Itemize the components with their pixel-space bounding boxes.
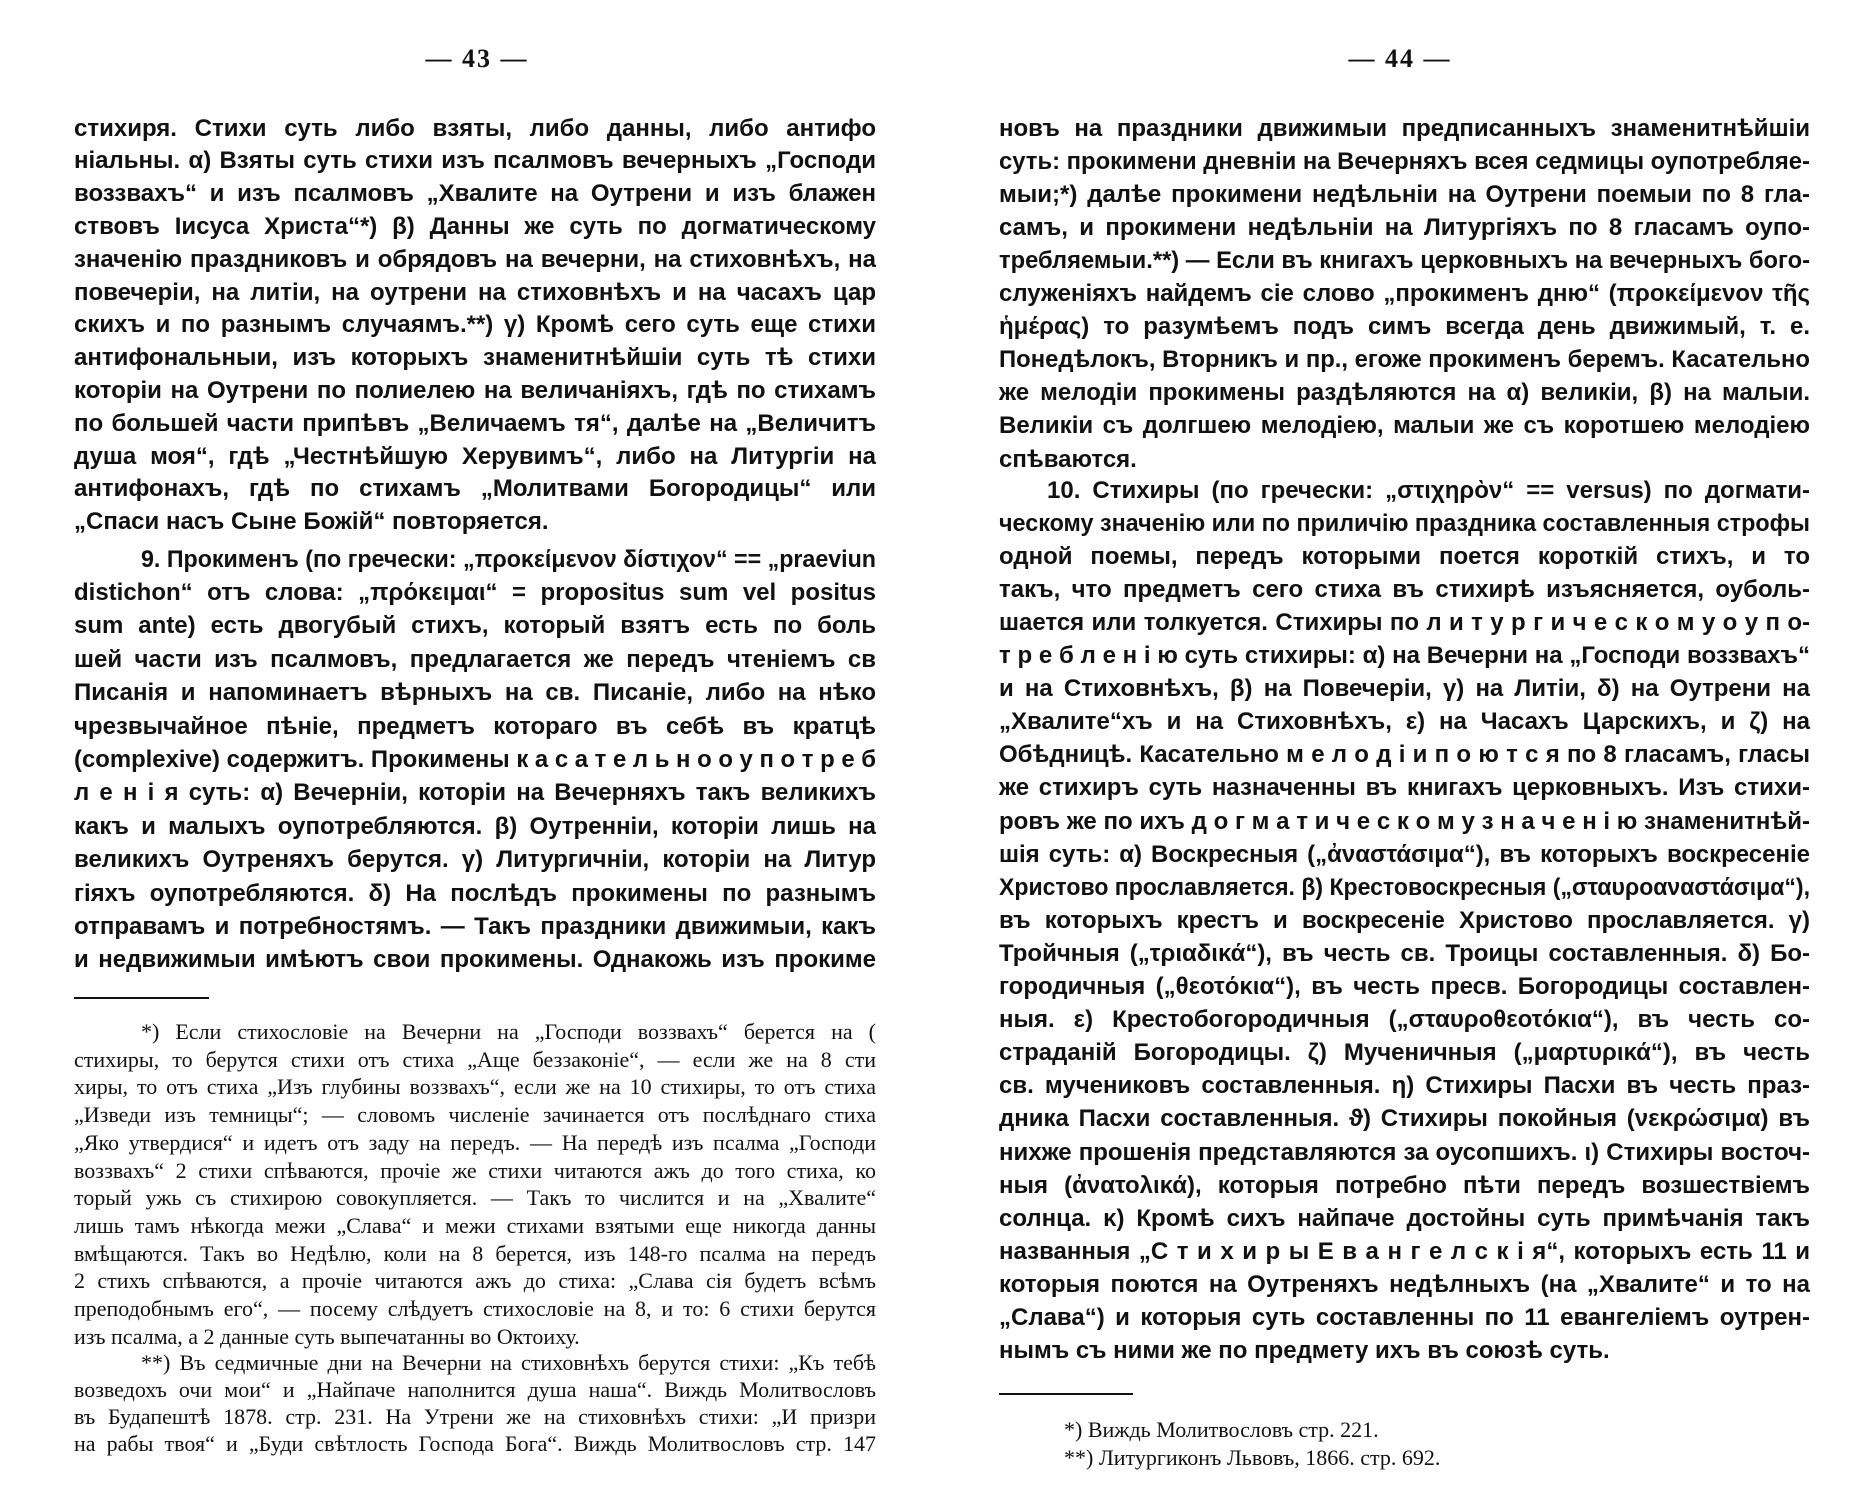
- left-footnote-2-line: [74, 1376, 876, 1404]
- line-text: вмѣщаются. Такъ во Недѣлю, коли на 8 берется, изъ 148-го псалма на передъ: [74, 1240, 876, 1266]
- line-text: Обѣдницѣ. Касательно м е л о д і и п о ю т с я по 8 гласамъ, гласы: [999, 741, 1810, 769]
- left-para-1-line: [74, 377, 876, 410]
- page-number-right: — 44 —: [1348, 44, 1452, 73]
- right-footnote-2: [1064, 1444, 1440, 1472]
- line-text: шается или толкуется. Стихиры по л и т у р г и ч е с к о м у о у п о-: [999, 608, 1810, 636]
- footnote-rule-left: [74, 997, 209, 999]
- right-para-10-line: [999, 1337, 1810, 1370]
- line-text: стихиры, то берутся стихи отъ стиха „Аще беззаконіе“, — если же на 8 сти: [74, 1046, 876, 1072]
- left-footnote-1-line: [74, 1184, 876, 1212]
- left-para-9-line: [74, 913, 876, 946]
- line-text: св. мучениковъ составленныя. η) Стихиры Пасхи въ честь праз-: [999, 1072, 1810, 1100]
- line-text: возведохъ очи мои“ и „Найпаче наполнится душа наша“. Виждь Молитвословъ: [74, 1377, 876, 1402]
- line-text: т р е б л е н і ю суть стихиры: α) на Вечерни на „Господи воззвахъ“: [999, 642, 1810, 669]
- left-para-1-line: [74, 147, 876, 180]
- right-para-10-line: [999, 1039, 1810, 1072]
- line-text: названныя „С т и х и р ы Е в а н г е л с к і я“, которыхъ есть 11 и: [999, 1237, 1810, 1265]
- right-para-10-line: [999, 1238, 1810, 1271]
- line-text: воззвахъ“ 2 стихи спѣваются, прочіе же стихи читаются ажъ до того стиха, ко: [74, 1157, 876, 1183]
- left-footnote-1-line: [74, 1267, 876, 1295]
- line-text: какъ и малыхъ оупотребляются. β) Оутренніи, которіи лишь на: [74, 812, 876, 840]
- right-para-1-line: [999, 379, 1810, 412]
- left-para-9-line: [74, 679, 876, 712]
- page-number-left: — 43 —: [425, 44, 529, 73]
- line-text: суть: прокимени дневніи на Вечерняхъ всея седмицы оупотребляе-: [999, 147, 1810, 175]
- line-text: антифонахъ, гдѣ по стихамъ „Молитвами Богородицы“ или: [74, 475, 876, 503]
- line-text: такъ, что предметъ сего стиха въ стихирѣ изъясняется, оуболь-: [999, 575, 1810, 603]
- line-text: „Изведи изъ темницы“; — словомъ численіе зачинается отъ послѣднаго стиха: [74, 1102, 876, 1128]
- line-text: 10. Стихиры (по гречески: „στιχηρὸν“ == versus) по догмати-: [1047, 476, 1810, 504]
- right-para-1-line: [999, 446, 1810, 479]
- right-para-10-line: [999, 510, 1810, 543]
- line-text: ныя. ε) Крестобогородичныя („σταυροθεοτόκια“), въ честь со-: [999, 1006, 1810, 1034]
- line-text: городичныя („θεοτόκια“), въ честь пресв. Богородицы составлен-: [999, 973, 1810, 1000]
- line-text: и недвижимыи имѣютъ свои прокимены. Однакожь изъ прокиме: [74, 946, 876, 974]
- line-text: служеніяхъ найдемъ сіе слово „прокименъ дню“ (προκείμενον τῆς: [999, 280, 1810, 307]
- line-text: великихъ Оутреняхъ берутся. γ) Литургичніи, которіи на Литур: [74, 846, 876, 874]
- left-para-9-line: [74, 779, 876, 812]
- left-para-1-line: [74, 213, 876, 246]
- left-para-9-line: [74, 746, 876, 779]
- line-text: изъ псалма, а 2 данные суть выпечатанны во Октоиху.: [74, 1323, 580, 1349]
- line-text: „Хвалите“хъ и на Стиховнѣхъ, ε) на Часахъ Царскихъ, и ζ) на: [999, 708, 1810, 736]
- line-text: отправамъ и потребностямъ. — Такъ праздники движимыи, какъ: [74, 912, 876, 940]
- footnote-rule-right: [999, 1393, 1133, 1395]
- right-para-1-line: [999, 412, 1810, 445]
- line-text: солнца. κ) Кромѣ сихъ найпаче достойны суть примѣчанія такъ: [999, 1204, 1810, 1232]
- line-text: л е н і я суть: α) Вечерніи, которіи на Вечерняхъ такъ великихъ: [74, 779, 876, 807]
- line-text: скихъ и по разнымъ случаямъ.**) γ) Кромѣ сего суть еще стихи: [74, 311, 876, 339]
- line-text: Тройчныя („τριαδικά“), въ честь св. Троицы составленныя. δ) Бо-: [999, 939, 1810, 967]
- line-text: гіяхъ оупотребляются. δ) На послѣдъ прокимены по разнымъ: [74, 879, 876, 907]
- left-footnote-1-line: [141, 1018, 876, 1046]
- line-text: воззвахъ“ и изъ псалмовъ „Хвалите на Оутрени и изъ блажен: [74, 180, 876, 208]
- right-para-10-line: [999, 1304, 1810, 1337]
- line-text: 2 стихъ спѣваются, а прочіе читаются ажъ до стиха: „Слава сія будетъ всѣмъ: [74, 1268, 876, 1294]
- line-text: на рабы твоя“ и „Буди свѣтлость Господа Бога“. Виждь Молитвословъ стр. 147: [74, 1431, 876, 1456]
- left-footnote-1-line: [74, 1073, 876, 1101]
- line-text: „Яко утвердися“ и идетъ отъ заду на передъ. — На передѣ изъ псалма „Господи: [74, 1129, 876, 1155]
- line-text: требляемыи.**) — Если въ книгахъ церковныхъ на вечерныхъ бого-: [999, 246, 1810, 274]
- line-text: 9. Прокименъ (по гречески: „προκείμενον δίστιχον“ == „praeviun: [141, 545, 876, 573]
- left-footnote-1-line: [74, 1212, 876, 1240]
- line-text: *) Если стихословіе на Вечерни на „Господи воззвахъ“ берется на (: [141, 1019, 876, 1044]
- line-text: стихиря. Стихи суть либо взяты, либо данны, либо антифо: [74, 114, 876, 142]
- left-para-9-line: [74, 813, 876, 846]
- line-text: ніальны. α) Взяты суть стихи изъ псалмовъ вечерныхъ „Господи: [74, 147, 876, 175]
- line-text: чрезвычайное пѣніе, предметъ котораго въ себѣ въ кратцѣ: [74, 712, 876, 740]
- left-para-1-line: [74, 279, 876, 312]
- left-footnote-1-line: [74, 1240, 876, 1268]
- line-text: которыя поются на Оутреняхъ недѣлныхъ (на „Хвалите“ и то на: [999, 1270, 1810, 1298]
- left-footnote-2-line: [74, 1403, 876, 1431]
- left-para-1-line: [74, 311, 876, 344]
- line-text: по большей части припѣвъ „Величаемъ тя“, далѣе на „Величитъ: [74, 409, 876, 437]
- right-para-10-line: [999, 642, 1810, 675]
- left-footnote-1-line: [74, 1046, 876, 1074]
- right-para-10-line: [999, 841, 1810, 874]
- line-text: ческому значенію или по приличію праздника составленныя строфы: [999, 509, 1810, 537]
- line-text: Христово прославляется. β) Крестовоскресныя („σταυροαναστάσιμα“),: [999, 873, 1810, 901]
- left-para-9-line: [74, 612, 876, 645]
- line-text: въ Будапештѣ 1878. стр. 231. На Утрени же на стиховнѣхъ стихи: „И призри: [74, 1404, 876, 1429]
- right-para-10-line: [999, 1006, 1810, 1039]
- line-text: ствовъ Іисуса Христа“*) β) Данны же суть по догматическому: [74, 212, 876, 240]
- right-para-1-line: [999, 313, 1810, 346]
- left-footnote-1-line: [74, 1129, 876, 1157]
- line-text: нымъ съ ними же по предмету ихъ въ союзѣ суть.: [999, 1337, 1610, 1365]
- right-para-1-line: [999, 346, 1810, 379]
- right-para-1-line: [999, 214, 1810, 247]
- line-text: лишь тамъ нѣкогда межи „Слава“ и межи стихами взятыми еще никогда данны: [74, 1212, 876, 1238]
- left-para-9-line: [74, 880, 876, 913]
- right-para-10-line: [999, 741, 1810, 774]
- left-para-1-line: [74, 475, 876, 508]
- line-text: страданій Богородицы. ζ) Мученичныя („μαρτυρικά“), въ честь: [999, 1039, 1810, 1067]
- left-para-1-line: [74, 443, 876, 476]
- line-text: **) Въ седмичные дни на Вечерни на стиховнѣхъ берутся стихи: „Къ тебѣ: [141, 1350, 876, 1375]
- right-para-1-line: [999, 148, 1810, 181]
- right-para-1-line: [999, 280, 1810, 313]
- line-text: Писанія и напоминаетъ вѣрныхъ на св. Писаніе, либо на нѣко: [74, 679, 876, 707]
- line-text: Великіи съ долгшею мелодіею, малыи же съ коротшею мелодіею: [999, 412, 1810, 440]
- line-text: значенію праздниковъ и обрядовъ на вечерни, на стиховнѣхъ, на: [74, 245, 876, 273]
- left-para-9-line: [74, 946, 876, 979]
- right-para-10-line: [999, 940, 1810, 973]
- line-text: дника Пасхи составленныя. ϑ) Стихиры покойныя (νεκρώσιμα) въ: [999, 1105, 1810, 1133]
- right-para-10-line: [999, 874, 1810, 907]
- line-text: торый ужь съ стихирою совокупляется. — Такъ то числится и на „Хвалите“: [74, 1185, 876, 1211]
- line-text: шія суть: α) Воскресныя („ἀναστάσιμα“), въ которыхъ воскресеніе: [999, 840, 1810, 868]
- line-text: душа моя“, гдѣ „Честнѣйшую Херувимъ“, либо на Литургіи на: [74, 442, 876, 470]
- left-footnote-1-line: [74, 1323, 876, 1351]
- line-text: ἡμέρας) то разумѣемъ подъ симъ всегда день движимый, т. е.: [999, 313, 1810, 341]
- right-para-10-line: [999, 973, 1810, 1006]
- line-text: одной поемы, передъ которыми поется короткій стихъ, и то: [999, 542, 1810, 570]
- line-text: (complexive) содержитъ. Прокимены к а с а т е л ь н о о у п о т р е б: [74, 745, 876, 773]
- right-para-10-line: [999, 576, 1810, 609]
- left-para-9-line: [74, 846, 876, 879]
- line-text: преподобнымъ его“, — посему слѣдуетъ стихословіе на 8, и то: 6 стихи берутся: [74, 1296, 876, 1321]
- left-para-9-line: [74, 713, 876, 746]
- left-para-1-line: [74, 115, 876, 148]
- right-para-10-line: [999, 774, 1810, 807]
- left-footnote-1-line: [74, 1101, 876, 1129]
- right-para-10-line: [999, 1172, 1810, 1205]
- right-para-1-line: [999, 181, 1810, 214]
- right-para-10-line: [999, 808, 1810, 841]
- line-text: самъ, и прокимени недѣльніи на Литургіяхъ по 8 гласамъ оупо-: [999, 213, 1810, 241]
- right-footnote-1: [1064, 1416, 1379, 1444]
- line-text: спѣваются.: [999, 445, 1137, 473]
- footnote-text: *) Виждь Молитвословъ стр. 221.: [1064, 1417, 1379, 1442]
- left-para-1-line: [74, 180, 876, 213]
- left-footnote-2-line: [141, 1349, 876, 1377]
- line-text: ныя (ἀνατολικά), которыя потребно пѣти передъ возшествіемъ: [999, 1171, 1810, 1199]
- left-footnote-1-line: [74, 1157, 876, 1185]
- line-text: шей части изъ псалмовъ, предлагается же передъ чтеніемъ св: [74, 645, 876, 673]
- right-para-10-line: [999, 609, 1810, 642]
- right-para-10-line: [999, 1205, 1810, 1238]
- left-footnote-2-line: [74, 1430, 876, 1458]
- right-para-1-line: [999, 115, 1810, 148]
- left-para-1-line: [74, 246, 876, 279]
- right-para-10-line: [999, 543, 1810, 576]
- line-text: въ которыхъ крестъ и воскресеніе Христово прославляется. γ): [999, 906, 1810, 934]
- right-para-10-line: [999, 1139, 1810, 1172]
- line-text: новъ на праздники движимыи предписанныхъ знаменитнѣйшіи: [999, 114, 1810, 142]
- right-para-10-line: [999, 675, 1810, 708]
- line-text: „Слава“) и которыя суть составленны по 11 евангеліемъ оутрен-: [999, 1304, 1810, 1331]
- right-para-10-line: [999, 1271, 1810, 1304]
- left-para-1-line: [74, 410, 876, 443]
- line-text: distichon“ отъ слова: „πρόκειμαι“ = propositus sum vel positus: [74, 578, 876, 606]
- line-text: хиры, то отъ стиха „Изъ глубины воззвахъ“, если же на 10 стихиры, то отъ стиха: [74, 1074, 876, 1100]
- right-para-10-line: [999, 1105, 1810, 1138]
- line-text: которіи на Оутрени по полиелею на величаніяхъ, гдѣ по стихамъ: [74, 376, 876, 404]
- left-para-9-line: [74, 579, 876, 612]
- line-text: нихже прошенія представляются за оусопшихъ. ι) Стихиры восточ-: [999, 1138, 1810, 1166]
- footnote-text: **) Литургиконъ Львовъ, 1866. стр. 692.: [1064, 1445, 1441, 1470]
- line-text: sum ante) есть двогубый стихъ, который взятъ есть по боль: [74, 612, 876, 640]
- right-para-10-line: [999, 708, 1810, 741]
- left-para-9-line: [74, 646, 876, 679]
- line-text: повечеріи, на литіи, на оутрени на стиховнѣхъ и на часахъ цар: [74, 278, 876, 306]
- line-text: антифональныи, изъ которыхъ знаменитнѣйшіи суть тѣ стихи: [74, 344, 876, 372]
- left-para-1-line: [74, 508, 876, 541]
- line-text: же мелодіи прокимены раздѣляются на α) великіи, β) на малыи.: [999, 379, 1810, 407]
- line-text: же стихиръ суть назначенны въ книгахъ церковныхъ. Изъ стихи-: [999, 774, 1810, 802]
- left-para-1-line: [74, 344, 876, 377]
- right-para-1-line: [999, 247, 1810, 280]
- line-text: ровъ же по ихъ д о г м а т и ч е с к о м у з н а ч е н і ю знаменитнѣй-: [999, 807, 1810, 835]
- line-text: „Спаси насъ Сыне Божій“ повторяется.: [74, 508, 549, 536]
- left-para-9-line: [141, 546, 876, 579]
- right-para-10-line: [1047, 477, 1810, 510]
- line-text: Понедѣлокъ, Вторникъ и пр., егоже прокименъ беремъ. Касательно: [999, 346, 1810, 374]
- right-para-10-line: [999, 907, 1810, 940]
- right-para-10-line: [999, 1072, 1810, 1105]
- left-footnote-1-line: [74, 1295, 876, 1323]
- line-text: мыи;*) далѣе прокимени недѣльніи на Оутрени поемыи по 8 гла-: [999, 180, 1810, 208]
- line-text: и на Стиховнѣхъ, β) на Повечеріи, γ) на Литіи, δ) на Оутрени на: [999, 675, 1810, 703]
